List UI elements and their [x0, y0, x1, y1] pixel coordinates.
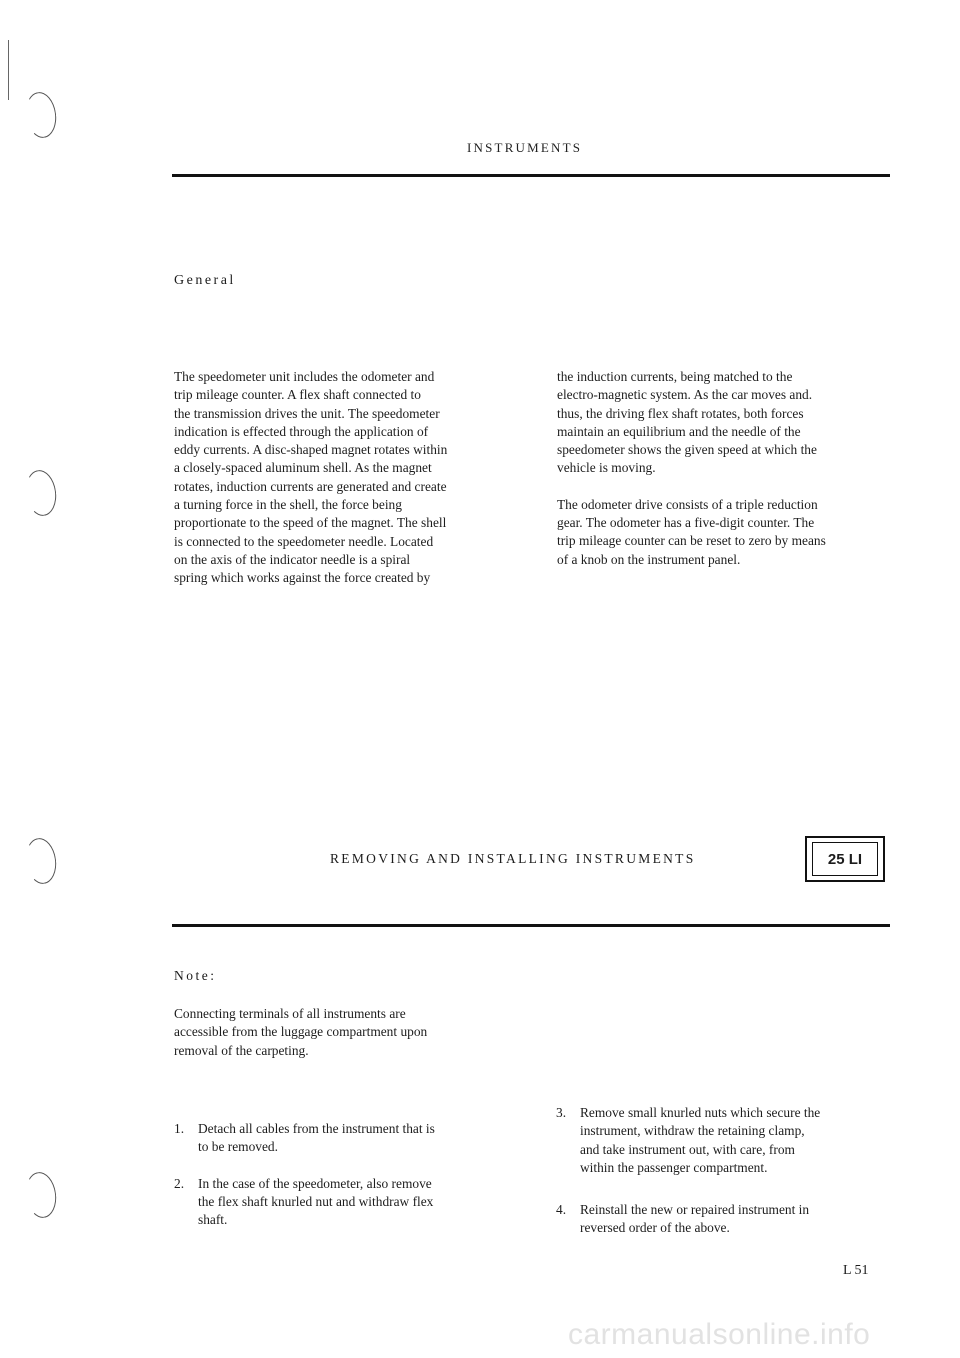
general-right-column — [557, 368, 902, 569]
punch-hole — [23, 1170, 59, 1220]
general-right-paragraph-2: The odometer drive consists of a triple reduction gear. The odometer has a five-digit counter. The trip mileage counter can be reset to zero by means of a knob on the instrument panel. — [557, 496, 826, 567]
punch-hole — [23, 836, 59, 886]
note-text: Connecting terminals of all instruments are accessible from the luggage compartment upon removal of the carpeting. — [174, 1006, 428, 1058]
general-left-column — [174, 368, 534, 588]
section-rule — [172, 924, 890, 927]
general-right-paragraph-1: the induction currents, being matched to the electro-magnetic system. As the car moves and. thus, the driving flex shaft rotates, both forces maintain an equilibrium and the needle of the speedometer shows the given speed at which the vehicle is moving. — [557, 369, 817, 476]
steps-left — [174, 1120, 534, 1247]
page-number: L 51 — [843, 1263, 869, 1278]
step-number: 3. — [556, 1105, 567, 1120]
step-number: 2. — [174, 1175, 185, 1191]
section-badge — [805, 836, 885, 882]
section-badge-label: 25 LI — [812, 842, 878, 876]
list-item — [556, 1201, 901, 1238]
header-rule — [172, 174, 890, 177]
watermark: carmanualsonline.info — [568, 1318, 871, 1351]
punch-hole — [23, 90, 59, 140]
general-left-paragraph: The speedometer unit includes the odometer and trip mileage counter. A flex shaft connected to the transmission drives the unit. The speedometer indication is effected through the application of eddy currents. A disc-shaped magnet rotates within a closely-spaced aluminum shell. As the magnet rotates, induction currents are generated and create a turning force in the shell, the force being proportionate to the speed of the magnet. The shell is connected to the speedometer needle. Located on the axis of the indicator needle is a spiral spring which works against the force created by — [174, 369, 448, 586]
step-text: Reinstall the new or repaired instrument in reversed order of the above. — [580, 1202, 810, 1236]
note-heading: Note: — [174, 968, 217, 983]
note-body — [174, 1005, 534, 1060]
list-item — [174, 1120, 534, 1157]
list-item — [556, 1104, 901, 1177]
step-number: 4. — [556, 1202, 567, 1218]
step-text: Remove small knurled nuts which secure the instrument, withdraw the retaining clamp, and take instrument out, with care, from within the passenger compartment. — [580, 1105, 821, 1175]
steps-right — [556, 1104, 901, 1256]
margin-line — [8, 40, 9, 100]
punch-hole — [23, 468, 59, 518]
page-title: INSTRUMENTS — [467, 140, 583, 155]
step-text: Detach all cables from the instrument that is to be removed. — [198, 1121, 435, 1155]
section-title: REMOVING AND INSTALLING INSTRUMENTS — [330, 851, 696, 866]
step-number: 1. — [174, 1121, 185, 1136]
list-item — [174, 1175, 534, 1230]
general-heading: General — [174, 273, 236, 288]
step-text: In the case of the speedometer, also remove the flex shaft knurled nut and withdraw flex shaft. — [198, 1175, 434, 1228]
